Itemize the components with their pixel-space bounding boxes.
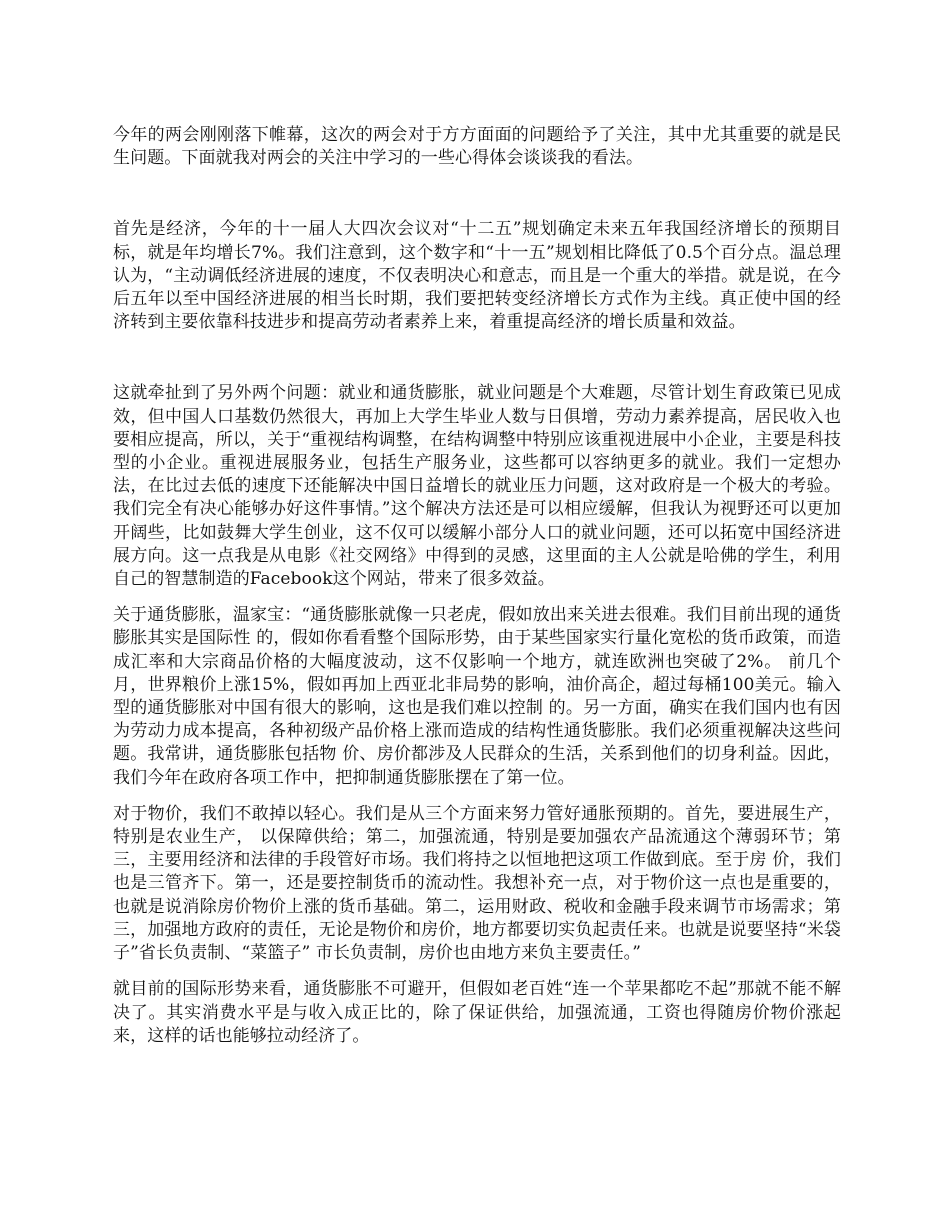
paragraph-economy: 首先是经济，今年的十一届人大四次会议对“十二五”规划确定未来五年我国经济增长的预期目标，就是年均增长7%。我们注意到，这个数字和“十一五”规划相比降低了0.5个百分点。温总理认为，“主动调低经济进展的速度，不仅表明决心和意志，而且是一个重大的举措。就是说，在今后五年以至中国经济进展的相当长时期，我们要把转变经济增长方式作为主线。真正使中国的经济转到主要依靠科技进步和提高劳动者素养上来，着重提高经济的增长质量和效益。: [113, 219, 841, 333]
paragraph-prices: 对于物价，我们不敢掉以轻心。我们是从三个方面来努力管好通胀预期的。首先，要进展生产，特别是农业生产， 以保障供给；第二，加强流通，特别是要加强农产品流通这个薄弱环节；第三，主要用经济和法律的手段管好市场。我们将持之以恒地把这项工作做到底。至于房 价，我们也是三管齐下。第一，还是要控制货币的流动性。我想补充一点，对于物价这一点也是重要的，也就是说消除房价物价上涨的货币基础。第二，运用财政、税收和金融手段来调节市场需求；第三，加强地方政府的责任，无论是物价和房价，地方都要切实负起责任来。也就是说要坚持“米袋子”省长负责制、“菜篮子” 市长负责制，房价也由地方来负主要责任。”: [113, 803, 841, 964]
paragraph-employment: 这就牵扯到了另外两个问题：就业和通货膨胀，就业问题是个大难题，尽管计划生育政策已见成效，但中国人口基数仍然很大，再加上大学生毕业人数与日俱增，劳动力素养提高，居民收入也要相应提高，所以，关于“重视结构调整，在结构调整中特别应该重视进展中小企业，主要是科技型的小企业。重视进展服务业，包括生产服务业，这些都可以容纳更多的就业。我们一定想办法，在比过去低的速度下还能解决中国日益增长的就业压力问题，这对政府是一个极大的考验。我们完全有决心能够办好这件事情。”这个解决方法还是可以相应缓解，但我认为视野还可以更加开阔些，比如鼓舞大学生创业，这不仅可以缓解小部分人口的就业问题，还可以拓宽中国经济进展方向。这一点我是从电影《社交网络》中得到的灵感，这里面的主人公就是哈佛的学生，利用自己的智慧制造的Facebook这个网站，带来了很多效益。: [113, 383, 841, 590]
paragraph-intro: 今年的两会刚刚落下帷幕，这次的两会对于方方面面的问题给予了关注，其中尤其重要的就是民生问题。下面就我对两会的关注中学习的一些心得体会谈谈我的看法。: [113, 125, 841, 169]
paragraph-conclusion: 就目前的国际形势来看，通货膨胀不可避开，但假如老百姓“连一个苹果都吃不起”那就不能不解决了。其实消费水平是与收入成正比的，除了保证供给，加强流通，工资也得随房价物价涨起来，这样的话也能够拉动经济了。: [113, 979, 841, 1046]
paragraph-inflation: 关于通货膨胀，温家宝：“通货膨胀就像一只老虎，假如放出来关进去很难。我们目前出现的通货膨胀其实是国际性 的，假如你看看整个国际形势，由于某些国家实行量化宽松的货币政策，而造成汇率和大宗商品价格的大幅度波动，这不仅影响一个地方，就连欧洲也突破了2%。 前几个月，世界粮价上涨15%，假如再加上西亚北非局势的影响，油价高企，超过每桶100美元。输入型的通货膨胀对中国有很大的影响，这也是我们难以控制 的。另一方面，确实在我们国内也有因为劳动力成本提高，各种初级产品价格上涨而造成的结构性通货膨胀。我们必须重视解决这些问题。我常讲，通货膨胀包括物 价、房价都涉及人民群众的生活，关系到他们的切身利益。因此，我们今年在政府各项工作中，把抑制通货膨胀摆在了第一位。: [113, 605, 841, 788]
document-body: [113, 124, 841, 1048]
